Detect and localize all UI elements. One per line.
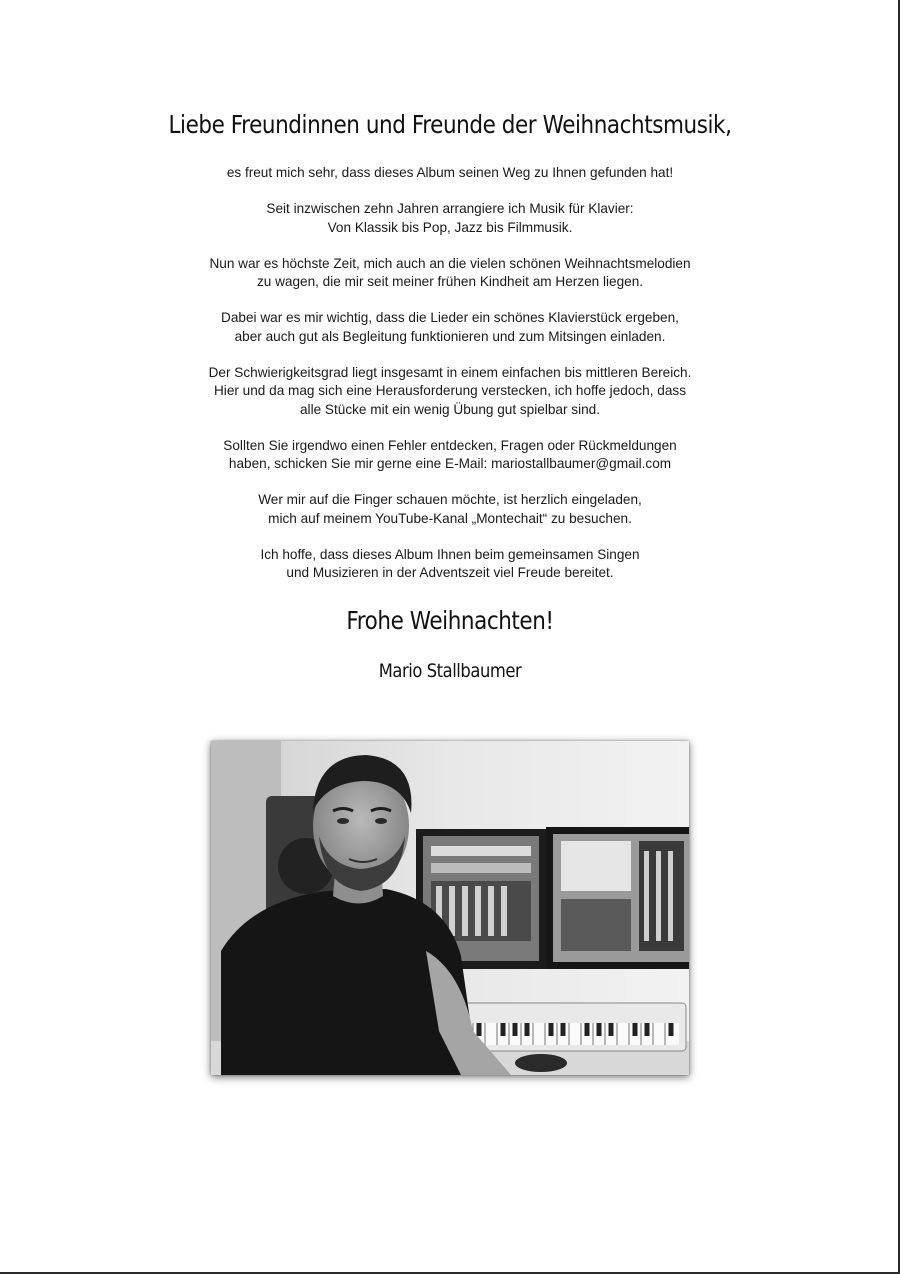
letter-salutation: Liebe Freundinnen und Freunde der Weihnachtsmusik, xyxy=(168,110,732,139)
letter-closing: Frohe Weihnachten! xyxy=(346,606,554,635)
monitor-right-icon xyxy=(546,827,689,969)
letter-line: Hier und da mag sich eine Herausforderung verstecken, ich hoffe jedoch, dass xyxy=(213,383,687,398)
letter-line: Sollten Sie irgendwo einen Fehler entdecken, Fragen oder Rückmeldungen xyxy=(223,437,677,453)
letter-line: es freut mich sehr, dass dieses Album seinen Weg zu Ihnen gefunden hat! xyxy=(226,165,674,180)
letter-line: aber auch gut als Begleitung funktionieren und zum Mitsingen einladen. xyxy=(234,328,666,344)
letter-paragraph xyxy=(0,200,900,237)
letter-paragraph xyxy=(0,309,900,346)
letter-paragraph xyxy=(0,491,900,528)
letter-paragraph xyxy=(0,255,900,292)
letter-line: Dabei war es mir wichtig, dass die Lieder ein schönes Klavierstück ergeben, xyxy=(221,310,679,325)
letter-body xyxy=(0,164,900,600)
letter-paragraph xyxy=(0,437,900,474)
letter-line: mich auf meinem YouTube-Kanal „Montechait“ zu besuchen. xyxy=(268,510,632,526)
letter-paragraph xyxy=(0,364,900,420)
letter-paragraph xyxy=(0,546,900,583)
letter-line: Von Klassik bis Pop, Jazz bis Filmmusik. xyxy=(327,219,573,235)
letter-line: Seit inzwischen zehn Jahren arrangiere ich Musik für Klavier: xyxy=(266,201,634,216)
letter-paragraph xyxy=(0,164,900,183)
letter-line: Nun war es höchste Zeit, mich auch an die vielen schönen Weihnachtsmelodien xyxy=(209,255,691,271)
letter-line: Der Schwierigkeitsgrad liegt insgesamt in einem einfachen bis mittleren Bereich. xyxy=(208,364,692,380)
letter-line: und Musizieren in der Adventszeit viel Freude bereitet. xyxy=(286,565,614,580)
letter-line: alle Stücke mit ein wenig Übung gut spielbar sind. xyxy=(300,401,600,417)
portrait-photo xyxy=(211,741,689,1075)
letter-line: Ich hoffe, dass dieses Album Ihnen beim gemeinsamen Singen xyxy=(260,546,640,562)
letter-line: Wer mir auf die Finger schauen möchte, ist herzlich eingeladen, xyxy=(258,492,642,507)
letter-signature: Mario Stallbaumer xyxy=(378,660,522,682)
letter-line: zu wagen, die mir seit meiner frühen Kindheit am Herzen liegen. xyxy=(256,274,644,289)
letter-line: haben, schicken Sie mir gerne eine E-Mail: mariostallbaumer@gmail.com xyxy=(228,456,672,471)
portrait-photo-illustration xyxy=(211,741,689,1075)
